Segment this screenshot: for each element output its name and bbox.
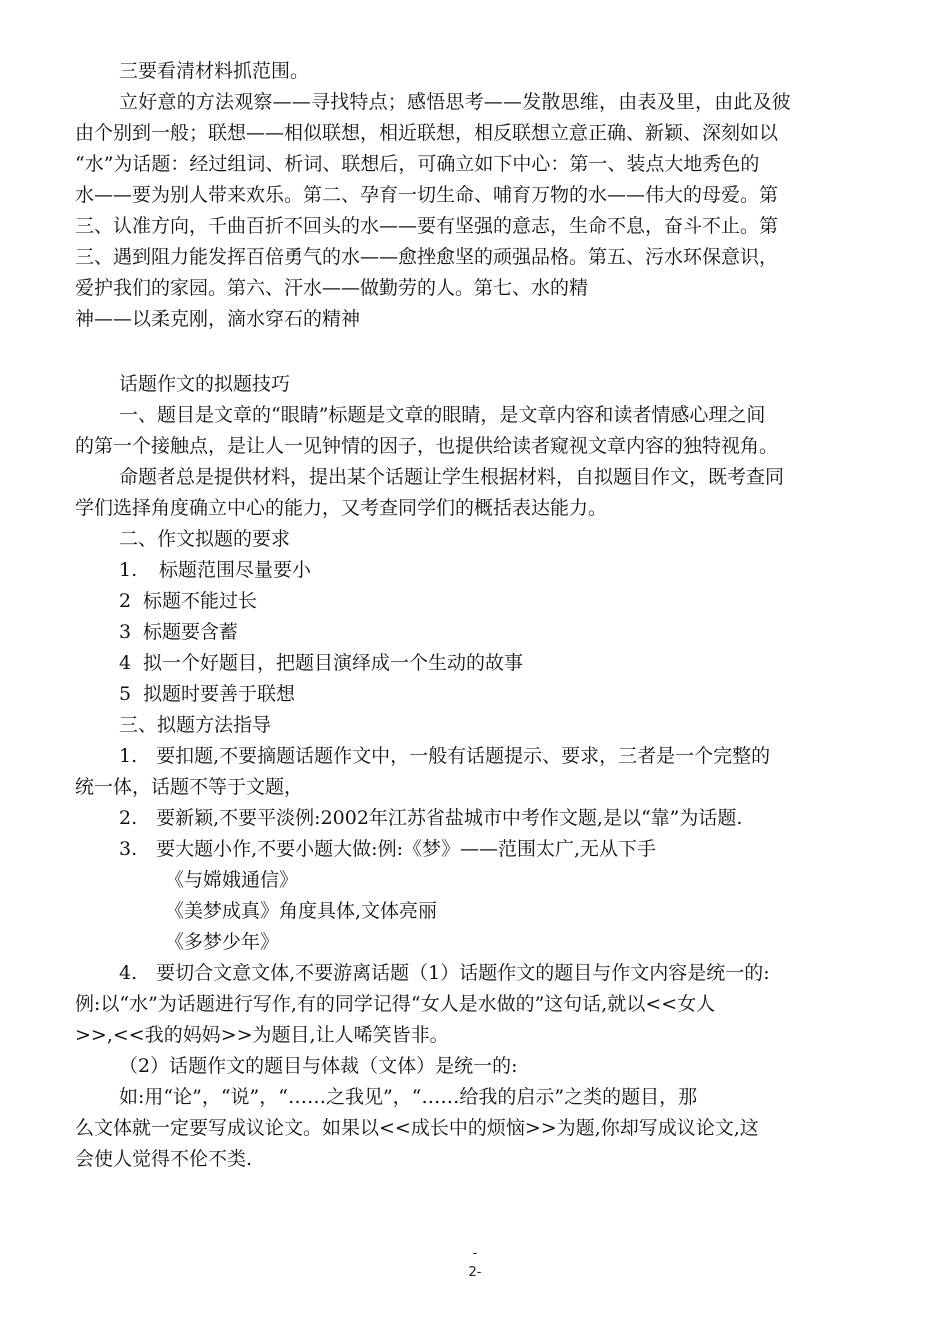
paragraph-line: 统一体，话题不等于文题，	[75, 776, 304, 798]
paragraph-line: 由个别到一般；联想——相似联想，相近联想，相反联想立意正确、新颖、深刻如以	[75, 122, 779, 144]
paragraph-line: 2. 要新颖,不要平淡例:2002年江苏省盐城市中考作文题,是以“靠”为话题.	[119, 807, 743, 829]
list-item-number: 2	[119, 590, 132, 612]
paragraph-line: 三、认准方向，千曲百折不回头的水——要有坚强的意志，生命不息，奋斗不止。第	[75, 215, 779, 237]
section-title: 话题作文的拟题技巧	[119, 373, 291, 395]
footer-dash: -	[472, 1246, 478, 1261]
paragraph-line: 如:用“论”，“说”，“……之我见”，“……给我的启示”之类的题目，那	[119, 1086, 698, 1108]
paragraph-line: 3. 要大题小作,不要小题大做:例:《梦》——范围太广,无从下手	[119, 838, 657, 860]
subsection-heading: 三、拟题方法指导	[119, 714, 272, 736]
page-number: 2-	[468, 1265, 482, 1280]
example-title: 《与嫦娥通信》	[165, 869, 299, 891]
paragraph-line: 么文体就一定要写成议论文。如果以<<成长中的烦恼>>为题,你却写成议论文,这	[75, 1117, 759, 1139]
list-item-number: 1.	[119, 559, 138, 581]
paragraph-line: （2）话题作文的题目与体裁（文体）是统一的:	[119, 1055, 518, 1077]
list-item	[119, 586, 257, 617]
list-item	[119, 555, 311, 586]
paragraph-line: 会使人觉得不伦不类.	[75, 1148, 253, 1170]
paragraph-line: 例:以“水”为话题进行写作,有的同学记得“女人是水做的”这句话,就以<<女人	[75, 993, 716, 1015]
paragraph-line: >>,<<我的妈妈>>为题目,让人唏笑皆非。	[75, 1024, 449, 1046]
list-item-text: 标题不能过长	[143, 590, 258, 612]
list-item-number: 3	[119, 621, 132, 643]
list-item-text: 标题要含蓄	[143, 621, 239, 643]
paragraph-line: 命题者总是提供材料，提出某个话题让学生根据材料，自拟题目作文，既考查同	[119, 466, 785, 488]
list-item-text: 标题范围尽量要小	[159, 559, 312, 581]
paragraph-line: 4. 要切合文意文体,不要游离话题（1）话题作文的题目与作文内容是统一的:	[119, 962, 770, 984]
paragraph-line: 1. 要扣题,不要摘题话题作文中，一般有话题提示、要求，三者是一个完整的	[119, 745, 771, 767]
paragraph-line: 一、题目是文章的“眼睛”标题是文章的眼睛，是文章内容和读者情感心理之间	[119, 404, 766, 426]
subsection-heading: 二、作文拟题的要求	[119, 528, 291, 550]
list-item-text: 拟题时要善于联想	[143, 683, 296, 705]
section-heading: 三要看清材料抓范围。	[119, 60, 310, 82]
paragraph-line: “水”为话题：经过组词、析词、联想后，可确立如下中心：第一、装点大地秀色的	[75, 153, 760, 175]
paragraph-line: 水——要为别人带来欢乐。第二、孕育一切生命、哺育万物的水——伟大的母爱。第	[75, 184, 779, 206]
list-item-text: 拟一个好题目，把题目演绎成一个生动的故事	[143, 652, 524, 674]
example-title: 《美梦成真》角度具体,文体亮丽	[165, 900, 438, 922]
list-item	[119, 617, 238, 648]
paragraph-line: 爱护我们的家园。第六、汗水——做勤劳的人。第七、水的精	[75, 277, 589, 299]
list-item	[119, 679, 295, 710]
list-item-number: 4	[119, 652, 132, 674]
paragraph-line: 三、遇到阻力能发挥百倍勇气的水——愈挫愈坚的顽强品格。第五、污水环保意识，	[75, 246, 779, 268]
paragraph-line: 的第一个接触点，是让人一见钟情的因子，也提供给读者窥视文章内容的独特视角。	[75, 435, 779, 457]
list-item-number: 5	[119, 683, 132, 705]
list-item	[119, 648, 523, 679]
example-title: 《多梦少年》	[165, 931, 280, 953]
paragraph-line: 神——以柔克刚，滴水穿石的精神	[75, 308, 361, 330]
paragraph-line: 立好意的方法观察——寻找特点；感悟思考——发散思维，由表及里，由此及彼	[119, 91, 792, 113]
paragraph-line: 学们选择角度确立中心的能力，又考查同学们的概括表达能力。	[75, 497, 608, 519]
